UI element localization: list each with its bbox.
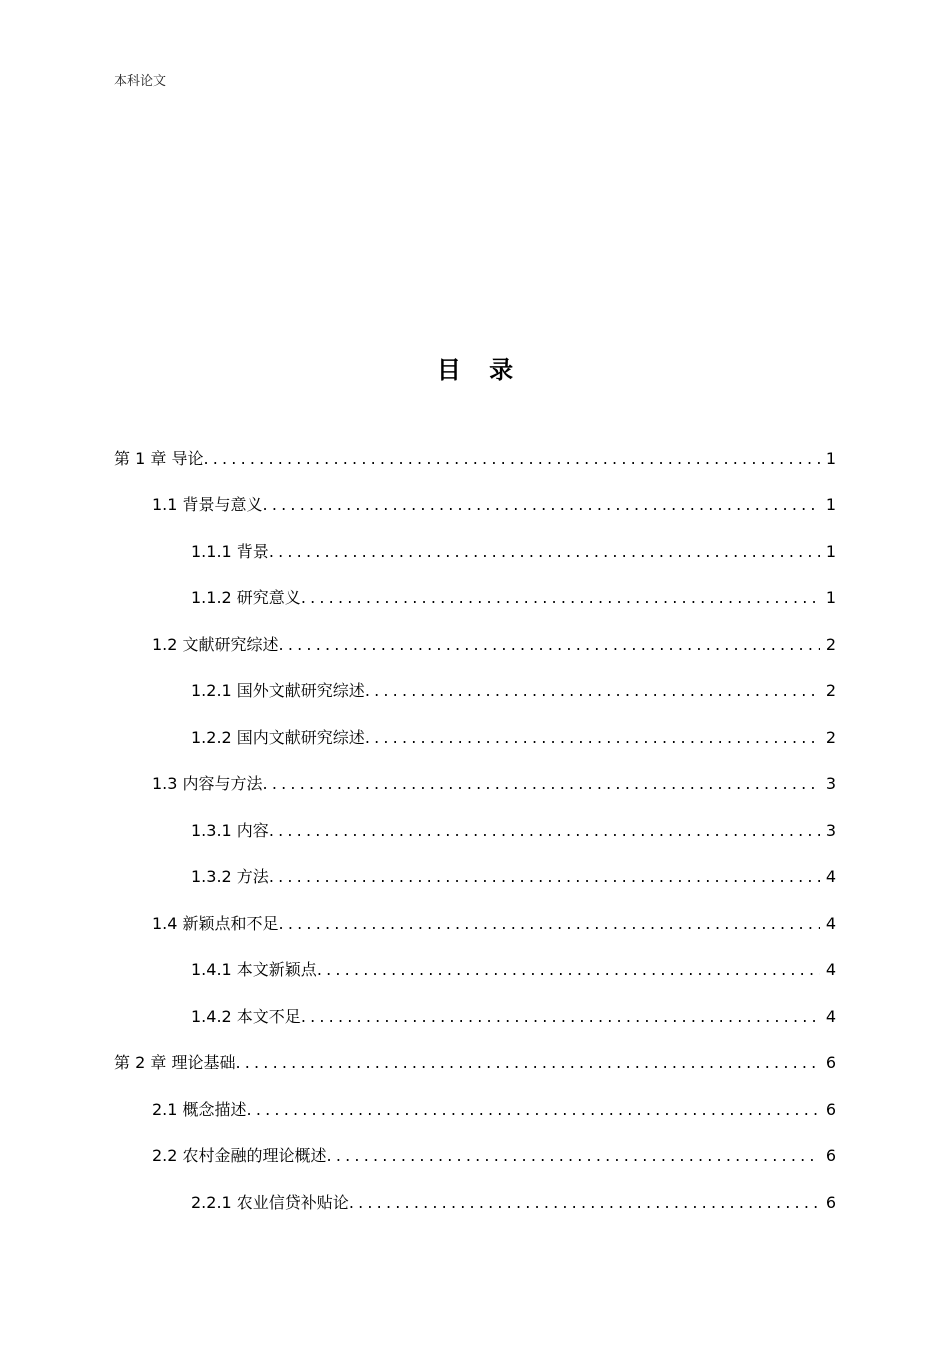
toc-entry-page-number: 1: [825, 541, 836, 561]
toc-entry[interactable]: [114, 897, 836, 944]
toc-entry[interactable]: [114, 432, 836, 479]
toc-entry[interactable]: [114, 618, 836, 665]
toc-entry-page-number: 2: [825, 727, 836, 747]
toc-entry-label: 2.2 农村金融的理论概述: [152, 1146, 327, 1165]
toc-entry[interactable]: [114, 525, 836, 572]
toc-dot-leader: [263, 485, 820, 525]
toc-entry-page-number: 3: [825, 774, 836, 793]
toc-entry-label: 1.1.1 背景: [191, 541, 269, 561]
toc-entry-label: 1.2.2 国内文献研究综述: [191, 727, 365, 747]
toc-dot-leader: [269, 811, 820, 851]
toc-dot-leader: [203, 439, 819, 479]
toc-entry-page-number: 1: [825, 495, 836, 514]
toc-entry-page-number: 1: [825, 588, 836, 607]
toc-entry[interactable]: [114, 804, 836, 851]
toc-entry-page-number: 6: [825, 1099, 836, 1119]
toc-entry-page-number: 2: [825, 634, 836, 654]
toc-entry[interactable]: [114, 1130, 836, 1177]
toc-entry[interactable]: [114, 1176, 836, 1223]
toc-entry[interactable]: [114, 572, 836, 619]
toc-dot-leader: [365, 718, 820, 758]
toc-dot-leader: [263, 764, 820, 804]
toc-entry-page-number: 4: [825, 960, 836, 979]
table-of-contents: [114, 432, 836, 1223]
toc-entry-page-number: 1: [825, 448, 836, 468]
toc-dot-leader: [349, 1183, 820, 1223]
toc-entry-label: 1.4.1 本文新颖点: [191, 960, 317, 979]
toc-title: 目 录: [436, 356, 524, 384]
toc-entry-page-number: 4: [825, 1006, 836, 1026]
toc-entry[interactable]: [114, 711, 836, 758]
toc-entry-page-number: 6: [825, 1192, 836, 1212]
toc-dot-leader: [235, 1043, 819, 1083]
toc-entry-label: 1.3.2 方法: [191, 867, 269, 886]
page-header: 本科论文: [114, 74, 167, 89]
toc-entry-label: 1.4.2 本文不足: [191, 1006, 301, 1026]
toc-dot-leader: [301, 997, 820, 1037]
toc-entry-page-number: 3: [825, 820, 836, 840]
toc-entry-label: 1.3 内容与方法: [152, 774, 263, 793]
toc-dot-leader: [279, 904, 820, 944]
toc-entry[interactable]: [114, 990, 836, 1037]
toc-dot-leader: [269, 532, 820, 572]
toc-entry-label: 第 2 章 理论基础: [114, 1053, 236, 1072]
toc-dot-leader: [301, 578, 820, 618]
toc-entry-label: 2.2.1 农业信贷补贴论: [191, 1192, 349, 1212]
toc-entry[interactable]: [114, 479, 836, 526]
toc-entry-label: 2.1 概念描述: [152, 1099, 247, 1119]
toc-entry[interactable]: [114, 758, 836, 805]
toc-entry[interactable]: [114, 1037, 836, 1084]
toc-entry-page-number: 6: [825, 1053, 836, 1072]
toc-entry-page-number: 4: [825, 913, 836, 933]
toc-entry-label: 1.2 文献研究综述: [152, 634, 279, 654]
toc-entry-page-number: 4: [825, 867, 836, 886]
toc-entry[interactable]: [114, 665, 836, 712]
toc-entry-label: 第 1 章 导论: [114, 448, 204, 468]
toc-entry-label: 1.1.2 研究意义: [191, 588, 301, 607]
toc-entry-label: 1.3.1 内容: [191, 820, 269, 840]
toc-entry[interactable]: [114, 1083, 836, 1130]
toc-dot-leader: [317, 950, 820, 990]
toc-entry-label: 1.4 新颖点和不足: [152, 913, 279, 933]
toc-dot-leader: [269, 857, 820, 897]
toc-entry[interactable]: [114, 944, 836, 991]
toc-dot-leader: [279, 625, 820, 665]
toc-dot-leader: [247, 1090, 820, 1130]
toc-entry[interactable]: [114, 851, 836, 898]
toc-dot-leader: [327, 1136, 820, 1176]
toc-entry-label: 1.1 背景与意义: [152, 495, 263, 514]
toc-entry-page-number: 6: [825, 1146, 836, 1165]
toc-dot-leader: [365, 671, 820, 711]
toc-entry-page-number: 2: [825, 681, 836, 700]
toc-entry-label: 1.2.1 国外文献研究综述: [191, 681, 365, 700]
